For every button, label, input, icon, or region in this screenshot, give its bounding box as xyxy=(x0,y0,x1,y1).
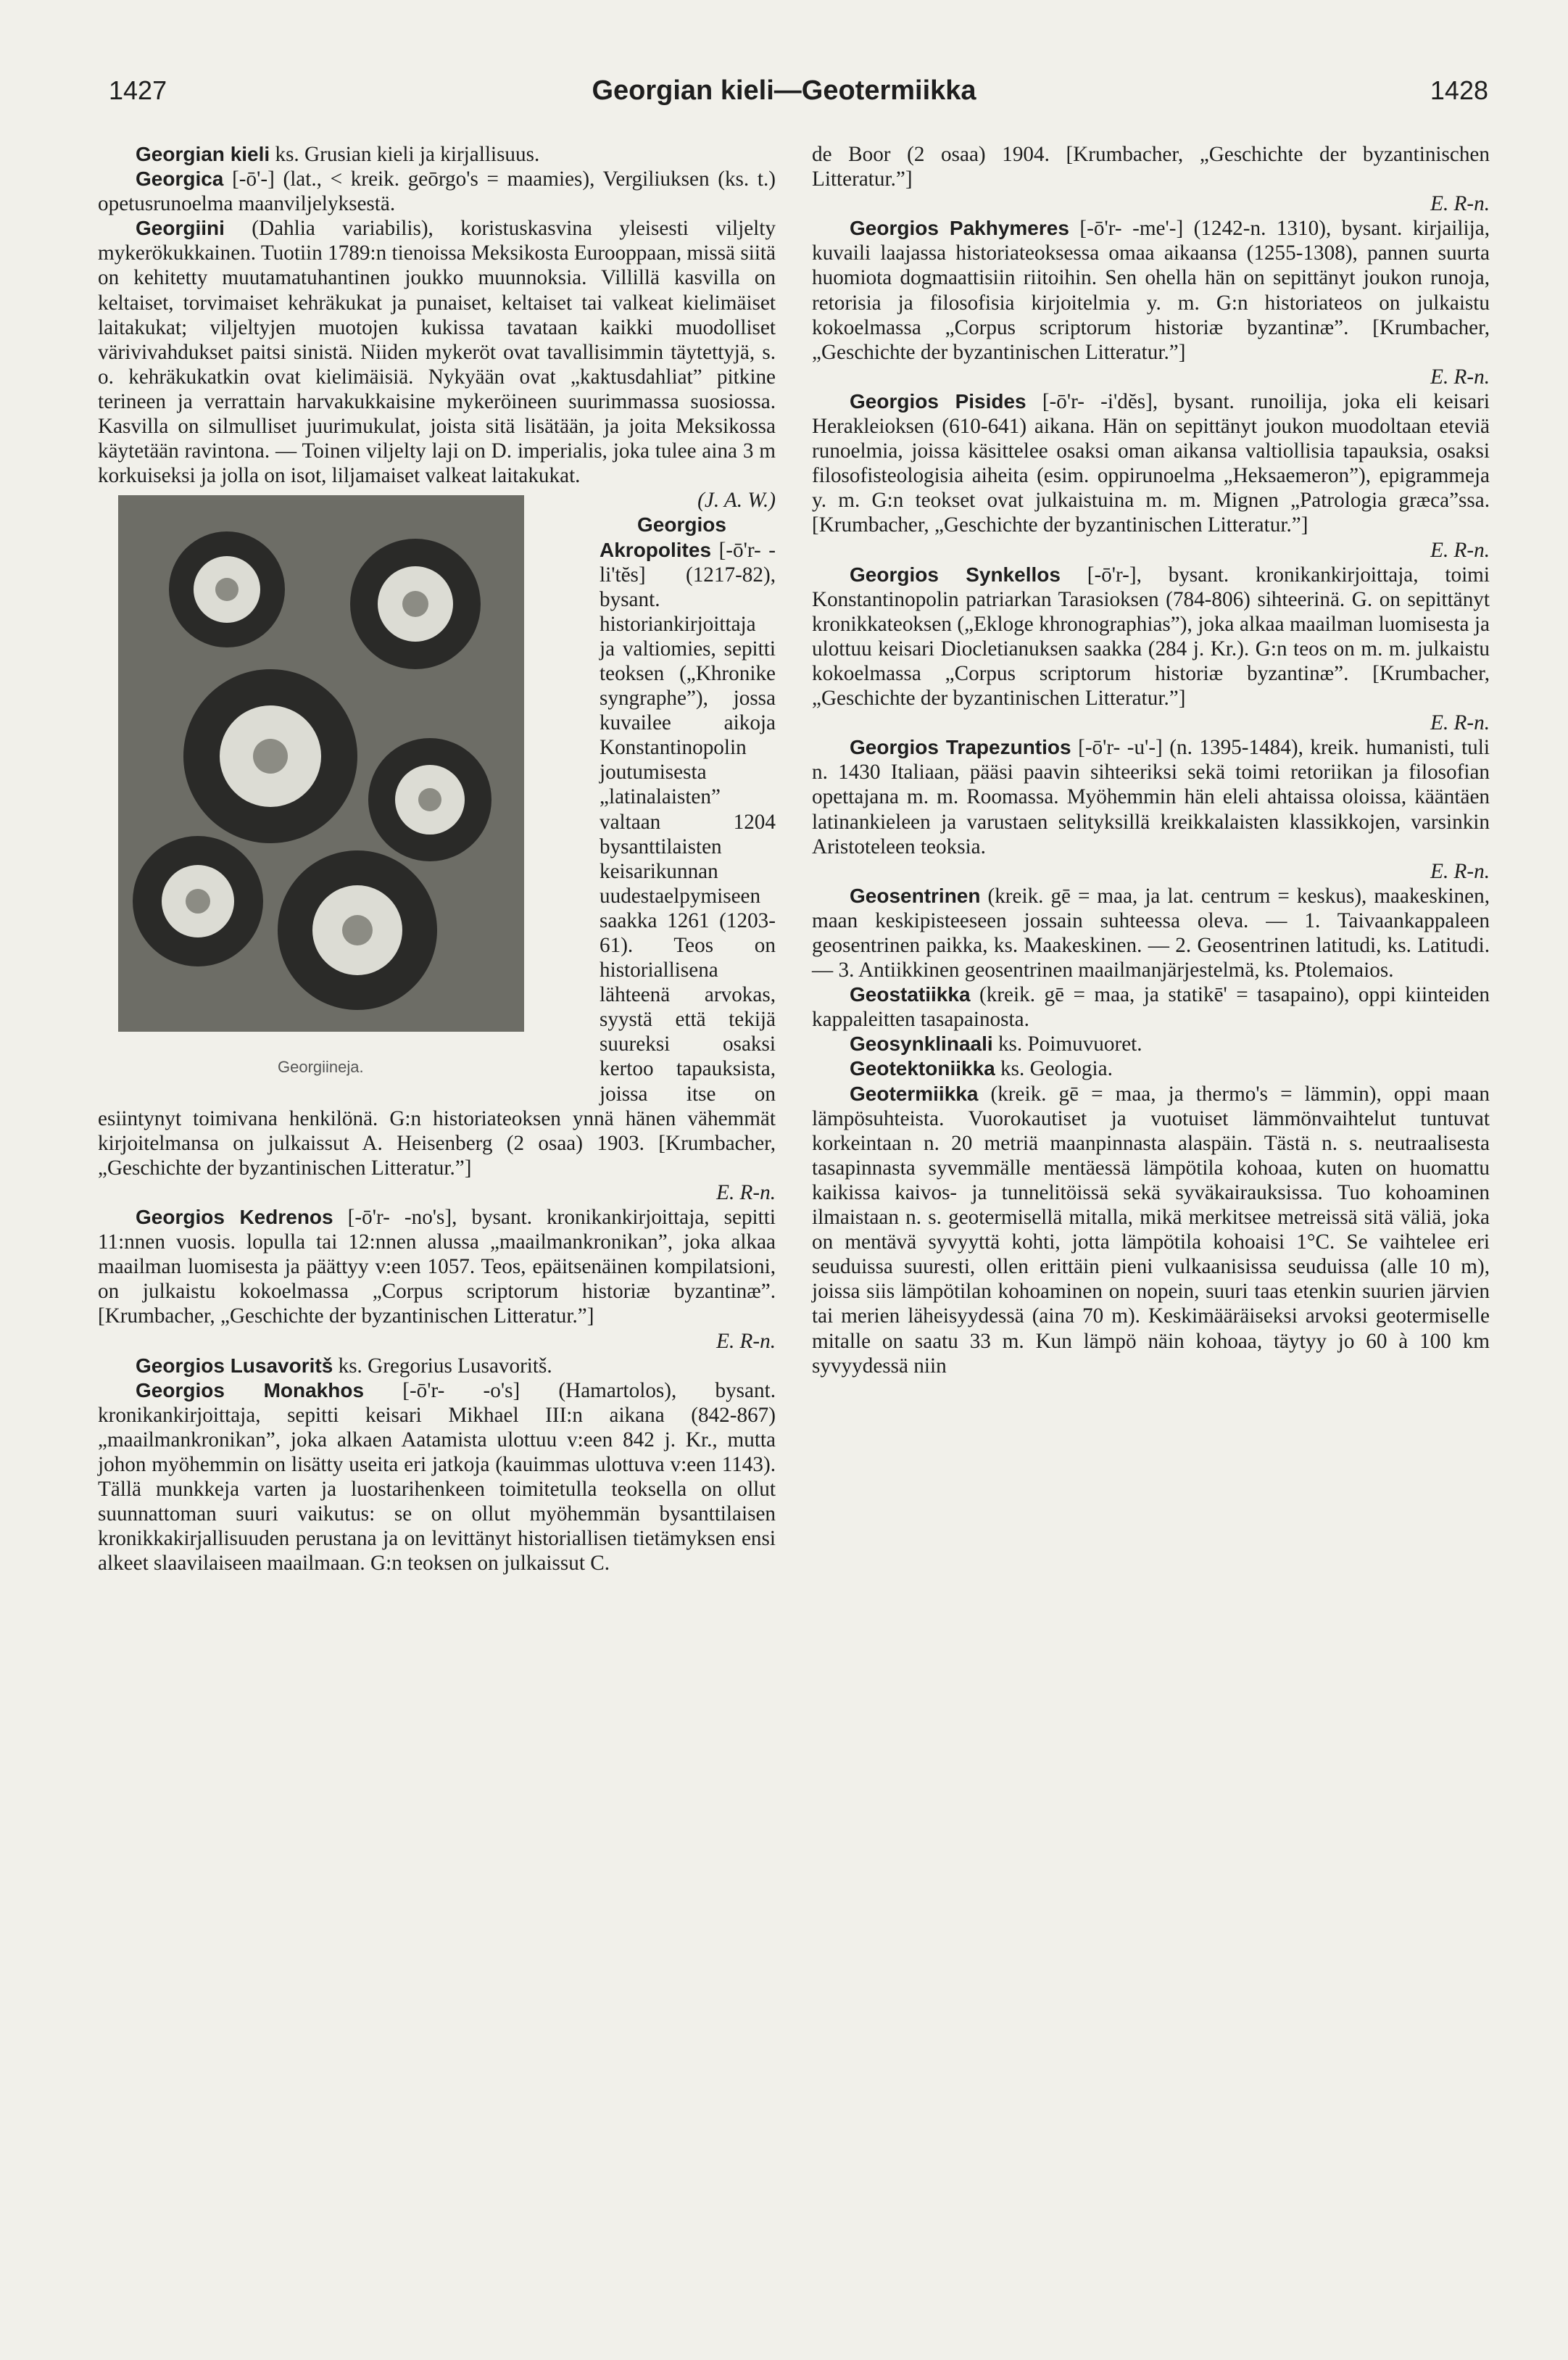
headword: Georgios Trapezuntios xyxy=(850,736,1071,759)
entry-text: [-ō'r- -li'tĕs] (1217-82), bysant. historiankirjoittaja ja valtiomies, sepitti teoksen („Khronike syngraphe”), jossa kuvailee aikoja Konstantinopolin joutumisesta „latinalaisten” valtaan 1204 bysanttilaisten keisarikunnan uudestaelpymiseen saakka 1261 (1203-61). Teos on historiallisena lähteenä arvokas, syystä että tekijä suureksi osaksi kertoo tapauksista, joissa itse on esiintynyt toimivana henkilönä. G:n historiateoksen ynnä hänen vähemmät kirjoitelmansa on julkaissut A. Heisenberg (2 osaa) 1903. [Krumbacher, „Geschichte der byzantinischen Litteratur.”] xyxy=(98,538,776,1180)
entry-text: (Dahlia variabilis), koristuskasvina yleisesti viljelty mykerökukkainen. Tuotiin 1789:n tienoissa Meksikosta Eurooppaan, missä siitä on kehitetty muutamatuhantinen joukko muunnoksia. Villillä kasvilla on keltaiset, torvimaiset kehräkukat ja punaiset, keltaiset tai valkeat kielimäiset laitakukat; viljeltyjen muotojen kukissa tavataan kaikki muodolliset värivivahdukset paitsi sinistä. Niiden mykeröt ovat tavallisimmin täytettyjä, s. o. kehräkukatkin ovat kielimäisiä. Nykyään ovat „kaktusdahliat” pitkine terineen ja verrattain harvakukkaisine mykeröineen suurimmassa suosiossa. Kasvilla on silmulliset juurimukulat, joista sitä lisätään, ja joita Meksikossa käytetään ravintona. — Toinen viljelty laji on D. imperialis, joka tulee aina 3 m korkuiseksi ja jolla on isot, liljamaiset valkeat laitakukat. xyxy=(98,217,776,488)
headword: Geotermiikka xyxy=(850,1082,979,1105)
entry xyxy=(812,389,1490,538)
entry xyxy=(812,1082,1490,1378)
headword: Georgios Lusavoritš xyxy=(136,1354,333,1377)
signature: E. R-n. xyxy=(716,1180,776,1204)
entry xyxy=(812,1032,1490,1056)
headword: Geotektoniikka xyxy=(850,1057,995,1080)
signature: E. R-n. xyxy=(1430,711,1490,735)
entry xyxy=(812,563,1490,711)
headword: Georgios Synkellos xyxy=(850,563,1061,586)
headword: Geostatiikka xyxy=(850,983,971,1006)
headword: Georgica xyxy=(136,167,224,191)
dahlia-flowers-icon xyxy=(118,495,524,1032)
running-head: Georgian kieli—Geotermiikka xyxy=(592,75,976,106)
figure-caption: Georgiineja. xyxy=(278,1058,364,1077)
entry-text: (kreik. gē = maa, ja thermo's = lämmin), oppi maan lämpösuhteista. Vuorokautiset ja vuotuiset lämmönvaihtelut tuntuvat korkeintaan n. 20 metriä maanpinnasta alaspäin. Tästä n. s. neutraalisesta tasapinnasta syvemmälle mentäessä lämpötila kohoaa, kuten on huomattu kaikissa kaivos- ja tunnelitöissä sekä syväkairauksissa. Tuo kohoaminen ilmaistaan n. s. geotermisellä mitalla, mikä merkitsee metreissä sitä väliä, joka on mentävä syvyyttä kohti, jotta lämpötila kohoaisi 1°C. Se vaihtelee eri seuduissa suuresti, ollen erittäin pieni vulkaanisissa seuduissa (alle 10 m), joissa siis lämpötilan kohoaminen on nopein, suuri taas etenkin suurien järvien tai merien läheisyydessä (aina 70 m). Keskimääräiseksi arvoksi geotermiselle mitalle on saatu 33 m. Kun lämpö näin kohoaa, täytyy jo 60 à 100 km syvyydessä niin xyxy=(812,1082,1490,1378)
entry xyxy=(98,1354,776,1378)
page-number-left: 1427 xyxy=(109,75,167,105)
entry xyxy=(812,884,1490,982)
entry xyxy=(98,216,776,488)
headword: Georgios Akropolites xyxy=(600,513,726,561)
entry-text: [-ō'r-], bysant. kronikankirjoittaja, toimi Konstantinopolin patriarkan Tarasioksen (784-806) sihteerinä. G. on sepittänyt kronikkateoksen („Ekloge khronographias”), joka alkaa maailman luomisesta ja ulottuu keisari Diocletianuksen saakka (284 j. Kr.). G:n teos on m. m. julkaistu kokoelmassa „Corpus scriptorum historiæ byzantinæ”. [Krumbacher, „Geschichte der byzantinischen Litteratur.”] xyxy=(812,563,1490,711)
headword: Geosentrinen xyxy=(850,884,981,907)
signature: (J. A. W.) xyxy=(697,489,776,513)
entry-text: ks. Gregorius Lusavoritš. xyxy=(333,1354,552,1378)
entry xyxy=(812,735,1490,858)
entry xyxy=(98,1205,776,1328)
entry xyxy=(812,216,1490,365)
entry-text: ks. Poimuvuoret. xyxy=(992,1032,1142,1056)
entry-text: [-ō'r- -o's] (Hamartolos), bysant. kronikankirjoittaja, sepitti keisari Mikhael III:n aikana (842-867) „maailmankronikan”, joka alkaen Aatamista ulottuu v:een 842 j. Kr., mutta johon myöhemmin on lisätty useita eri jatkoja (kauimmas ulottuva v:een 1143). Tällä munkkeja varten ja luostarihenkeen toimitetulla teoksella on ollut suunnattoman suuri vaikutus: se on ollut myöhemmän bysanttilaisen kronikkakirjallisuuden perustana ja on levittänyt historiallisen tietämyksen ensi alkeet slaavilaiseen maailmaan. G:n teoksen on julkaissut C. xyxy=(98,1378,776,1576)
entry xyxy=(98,1378,776,1576)
signature: E. R-n. xyxy=(716,1329,776,1353)
entry xyxy=(98,167,776,216)
headword: Georgian kieli xyxy=(136,143,270,165)
entry xyxy=(98,142,776,167)
signature: E. R-n. xyxy=(1430,538,1490,562)
entry xyxy=(812,982,1490,1032)
entry-text: (kreik. gē = maa, ja lat. centrum = keskus), maakeskinen, maan keskipisteeseen jossain suhteessa oleva. — 1. Taivaankappaleen geosentrinen paikka, ks. Maakeskinen. — 2. Geosentrinen latitudi, ks. Latitudi. — 3. Antiikkinen geosentrinen maailmanjärjestelmä, ks. Ptolemaios. xyxy=(812,884,1490,982)
entry-text: ks. Geologia. xyxy=(995,1057,1113,1081)
entry-text: [-ō'r- -me'-] (1242-n. 1310), bysant. kirjailija, kuvaili laajassa historiateoksessa omaa aikaansa (1255-1308), pannen suurta huomiota dogmaattisiin riitoihin. Sen ohella hän on sepittänyt joukon runoja, retorisia ja filosofisia kirjoitelmia y. m. G:n historiateos on julkaistu kokoelmassa „Corpus scriptorum historiæ byzantinæ”. [Krumbacher, „Geschichte der byzantinischen Litteratur.”] xyxy=(812,217,1490,364)
entry-continuation xyxy=(812,142,1490,191)
signature: E. R-n. xyxy=(1430,859,1490,883)
entry-text: [-ō'r- -i'dĕs], bysant. runoilija, joka eli keisari Herakleioksen (610-641) aikana. Hän on sepittänyt joukon muodoltaan eteviä runoelmia, joissa käsittelee osaksi oman aikansa valtiollisia tapauksia, osaksi filosofisteologisia aiheita (esim. oppirunoelma „Heksaemeron”), epigrammeja y. m. G:n teokset ovat julkaistuina m. m. Mignen „Patrologia græca”ssa. [Krumbacher, „Geschichte der byzantinischen Litteratur.”] xyxy=(812,389,1490,537)
entry xyxy=(812,1056,1490,1081)
entry-text: [-ō'r- -u'-] (n. 1395-1484), kreik. humanisti, tuli n. 1430 Italiaan, pääsi paavin sihteeriksi sekä toimi retoriikan ja filosofian opettajana m. m. Roomassa. Myöhemmin hän eleli ahtaissa oloissa, kääntäen latinankieleen ja varustaen selityksillä kreikkalaisten klassikkojen, varsinkin Aristoteleen teoksia. xyxy=(812,736,1490,858)
page-number-right: 1428 xyxy=(1430,75,1488,105)
signature: E. R-n. xyxy=(1430,192,1490,216)
headword: Georgios Kedrenos xyxy=(136,1206,333,1229)
headword: Geosynklinaali xyxy=(850,1032,993,1056)
headword: Georgiini xyxy=(136,217,225,240)
dahlia-illustration xyxy=(98,488,591,1091)
right-column xyxy=(812,142,1490,1378)
signature: E. R-n. xyxy=(1430,365,1490,389)
entry-text: [-ō'r- -no's], bysant. kronikankirjoittaja, sepitti 11:nnen vuosis. lopulla tai 12:nnen alussa „maailmankronikan”, joka alkaa maailman luomisesta ja päättyy v:een 1057. Teos, epäitsenäinen kompilatsioni, on julkaistu kokoelmassa „Corpus scriptorum historiæ byzantinæ”. [Krumbacher, „Geschichte der byzantinischen Litteratur.”] xyxy=(98,1206,776,1328)
headword: Georgios Pakhymeres xyxy=(850,217,1069,240)
entry-text: ks. Grusian kieli ja kirjallisuus. xyxy=(270,143,540,166)
left-column xyxy=(98,142,776,1576)
entry-text: [-ō'-] (lat., < kreik. geōrgo's = maamies), Vergiliuksen (ks. t.) opetusrunoelma maanviljelyksestä. xyxy=(98,167,776,216)
entry-text: de Boor (2 osaa) 1904. [Krumbacher, „Geschichte der byzantinischen Litteratur.”] xyxy=(812,143,1490,191)
headword: Georgios Monakhos xyxy=(136,1378,365,1401)
headword: Georgios Pisides xyxy=(850,389,1026,413)
entry-text: (kreik. gē = maa, ja statikē' = tasapaino), oppi kiinteiden kappaleitten tasapainosta. xyxy=(812,983,1490,1032)
